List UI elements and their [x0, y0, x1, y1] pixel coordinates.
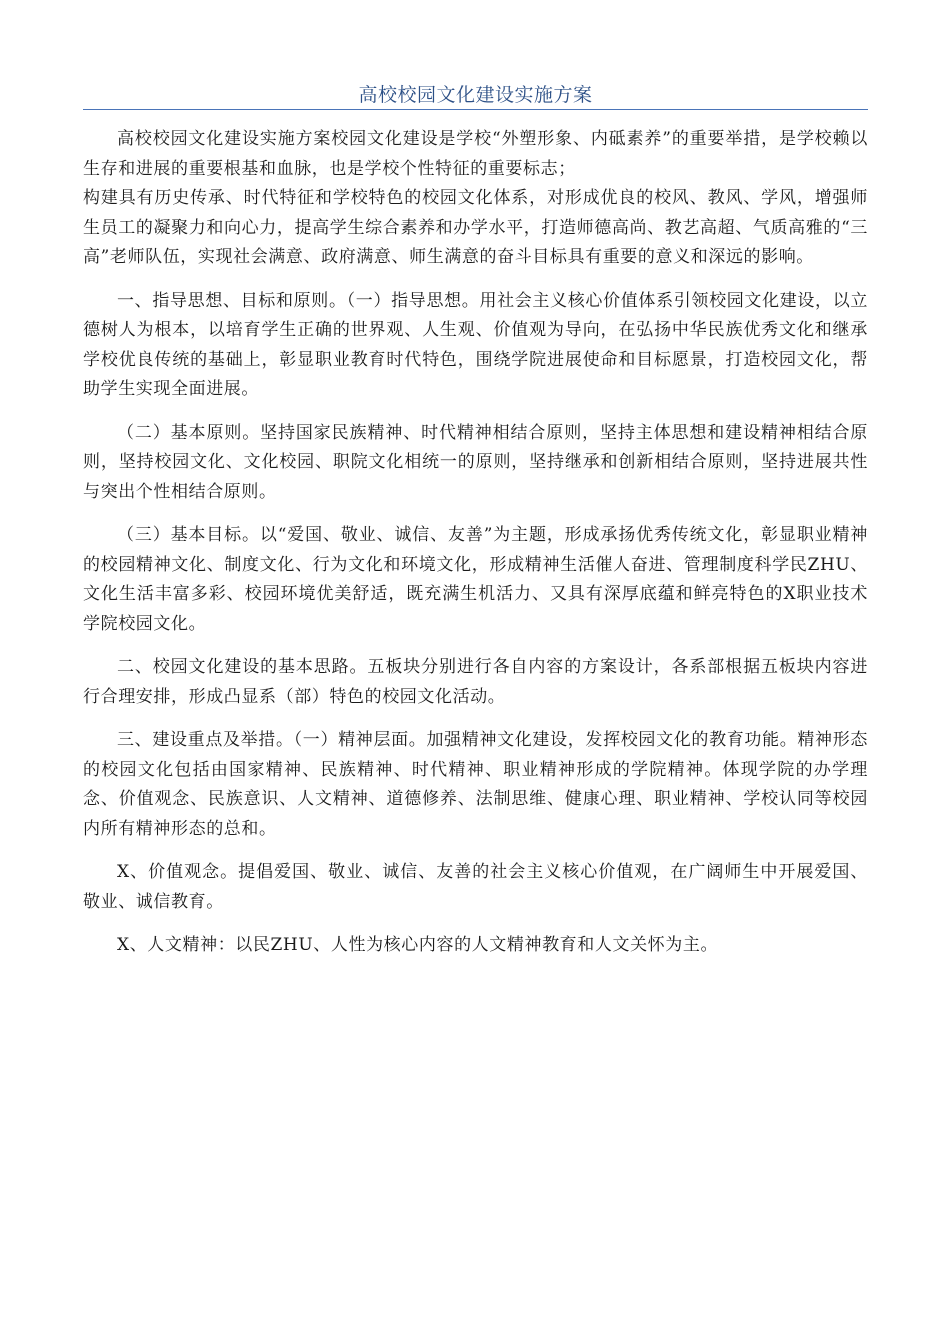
paragraph-basic-principles: （二）基本原则。坚持国家民族精神、时代精神相结合原则，坚持主体思想和建设精神相结合原则，坚持校园文化、文化校园、职院文化相统一的原则，坚持继承和创新相结合原则，坚持进展共性与突出个性相结合原则。 — [83, 422, 868, 502]
paragraph-key-measures: 三、建设重点及举措。（一）精神层面。加强精神文化建设，发挥校园文化的教育功能。精神形态的校园文化包括由国家精神、民族精神、时代精神、职业精神形成的学院精神。体现学院的办学理念、价值观念、民族意识、人文精神、道德修养、法制思维、健康心理、职业精神、学校认同等校园内所有精神形态的总和。 — [83, 730, 868, 839]
paragraph-humanistic-spirit: X、人文精神：以民ZHU、人性为核心内容的人文精神教育和人文关怀为主。 — [117, 935, 719, 955]
document-body — [83, 125, 868, 961]
paragraph-basic-approach: 二、校园文化建设的基本思路。五板块分别进行各自内容的方案设计，各系部根据五板块内容进行合理安排，形成凸显系（部）特色的校园文化活动。 — [83, 657, 868, 707]
paragraph-values: X、价值观念。提倡爱国、敬业、诚信、友善的社会主义核心价值观，在广阔师生中开展爱国、敬业、诚信教育。 — [83, 862, 868, 912]
paragraph-intro: 高校校园文化建设实施方案校园文化建设是学校“外塑形象、内砥素养”的重要举措，是学校赖以生存和进展的重要根基和血脉，也是学校个性特征的重要标志； — [83, 129, 868, 179]
paragraph-guiding-ideology: 一、指导思想、目标和原则。（一）指导思想。用社会主义核心价值体系引领校园文化建设，以立德树人为根本，以培育学生正确的世界观、人生观、价值观为导向，在弘扬中华民族优秀文化和继承学校优良传统的基础上，彰显职业教育时代特色，围绕学院进展使命和目标愿景，打造校园文化，帮助学生实现全面进展。 — [83, 290, 868, 399]
document-title: 高校校园文化建设实施方案 — [358, 84, 593, 106]
paragraph-basic-goals: （三）基本目标。以“爱国、敬业、诚信、友善”为主题，形成承扬优秀传统文化，彰显职业精神的校园精神文化、制度文化、行为文化和环境文化，形成精神生活催人奋进、管理制度科学民ZHU、文化生活丰富多彩、校园环境优美舒适，既充满生机活力、又具有深厚底蕴和鲜亮特色的X职业技术学院校园文化。 — [83, 525, 868, 634]
title-underline — [83, 109, 868, 110]
paragraph-culture-system: 构建具有历史传承、时代特征和学校特色的校园文化体系，对形成优良的校风、教风、学风，增强师生员工的凝聚力和向心力，提高学生综合素养和办学水平，打造师德高尚、教艺高超、气质高雅的“三高”老师队伍，实现社会满意、政府满意、师生满意的奋斗目标具有重要的意义和深远的影响。 — [83, 188, 868, 267]
